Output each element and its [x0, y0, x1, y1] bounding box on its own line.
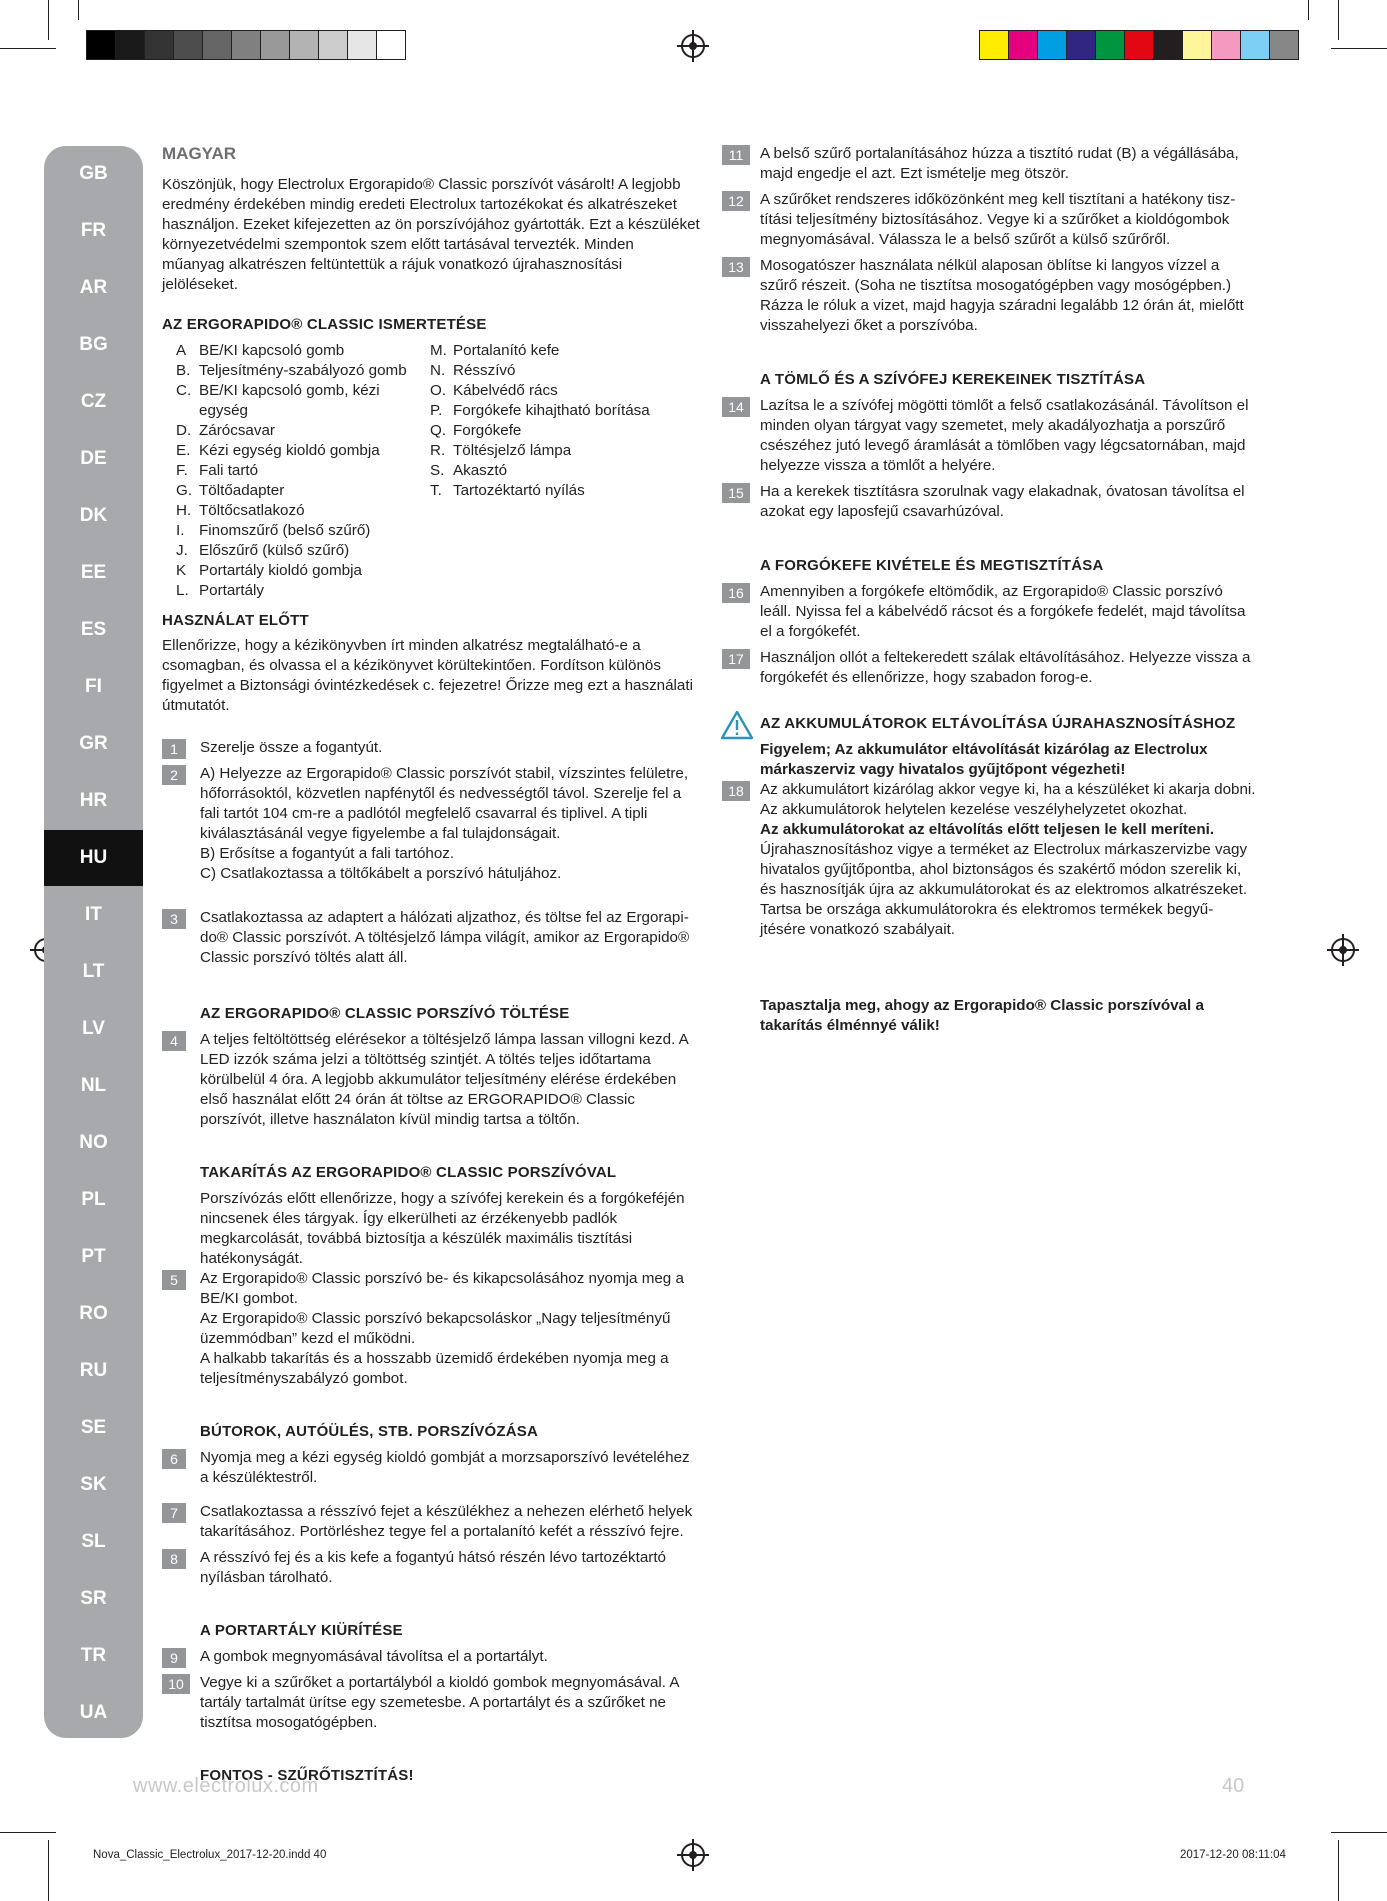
page-title: MAGYAR — [162, 144, 236, 163]
legend-text: Zárócsavar — [199, 422, 275, 439]
legend-letter: S. — [430, 462, 445, 479]
step-10 — [162, 1673, 700, 1733]
color-swatch — [1270, 31, 1298, 59]
step-number: 17 — [722, 649, 750, 669]
step-text: Ha a kerekek tisztításra szorulnak vagy elakadnak, óvatosan távolítsa el azokat egy laposfejű csavarhúzóval. — [760, 483, 1245, 520]
legend-item — [176, 421, 430, 441]
registration-mark-icon — [1331, 938, 1355, 962]
color-swatch — [1009, 31, 1038, 59]
warning-icon — [720, 710, 754, 740]
step-number: 15 — [722, 483, 750, 503]
legend-text: Töltőadapter — [199, 482, 285, 499]
intro-paragraph: Köszönjük, hogy Electrolux Ergorapido® Classic porszívót vásárolt! A legjobb eredmény érdekében mindig eredeti Electrolux tartozékokat és alkatrészeket használjon. Ezeket kifejezetten az ön porszívójához gyártották. Ezt a készüléket környezetvédelmi szempontok szem előtt tartásával tervezték. Minden műanyag alkatrészen feltüntettük a rájuk vonatkozó újrahasznosítási jelöléseket. — [162, 176, 700, 293]
language-tab-hu[interactable]: HU — [44, 830, 143, 886]
language-tab-es[interactable]: ES — [80, 619, 107, 640]
gray-swatch — [261, 31, 290, 59]
step-12 — [722, 190, 1258, 250]
step-number: 13 — [722, 257, 750, 277]
language-tab-fi[interactable]: FI — [85, 676, 102, 697]
legend-letter: F. — [176, 462, 188, 479]
legend-item — [176, 481, 430, 501]
crop-mark — [0, 48, 56, 49]
step-5 — [162, 1269, 700, 1389]
slug-filename: Nova_Classic_Electrolux_2017-12-20.indd 40 — [93, 1849, 327, 1861]
legend-text: Fali tartó — [199, 462, 259, 479]
legend-text: Kábelvédő rács — [453, 382, 558, 399]
legend-text: Portartály — [199, 582, 264, 599]
language-tab-cz[interactable]: CZ — [80, 391, 107, 412]
battery-warning: Figyelem; Az akkumulátor eltávolítását kizárólag az Electrolux márkaszerviz vagy hivatalos gyűjtőpont végezheti! — [760, 741, 1208, 778]
step-number: 7 — [162, 1503, 186, 1523]
crop-mark — [1331, 1832, 1387, 1833]
cleaning-intro: Porszívózás előtt ellenőrizze, hogy a szívófej kerekein és a forgókeféjén nincsenek éles tárgyak. Így elkerülheti az érzékenyebb padlók megkarcolását, továbbá biztosítja a készülék maximális tisztítási hatékonyságát. — [200, 1190, 685, 1267]
legend-letter: R. — [430, 442, 446, 459]
step-number: 8 — [162, 1549, 186, 1569]
step-16 — [722, 582, 1258, 642]
filter-cleaning-heading: FONTOS - SZŰRŐTISZTÍTÁS! — [200, 1767, 414, 1784]
legend-letter: Q. — [430, 422, 447, 439]
step-15 — [722, 482, 1258, 522]
gray-swatch — [116, 31, 145, 59]
step-number: 6 — [162, 1449, 186, 1469]
legend-letter: B. — [176, 362, 191, 379]
parts-legend-right — [430, 341, 670, 601]
legend-letter: C. — [176, 382, 192, 399]
step-14 — [722, 396, 1258, 476]
step-number: 4 — [162, 1031, 186, 1051]
legend-letter: O. — [430, 382, 447, 399]
step-number: 16 — [722, 583, 750, 603]
legend-letter: L. — [176, 582, 189, 599]
legend-text: Forgókefe — [453, 422, 522, 439]
legend-item — [430, 341, 670, 361]
step-text: Csatlakoztassa a résszívó fejet a készülékhez a nehezen elérhető helyek takarításához. Portörléshez tegye fel a portalanító kefét a résszívó fejre. — [200, 1503, 693, 1540]
language-tab-pl[interactable]: PL — [81, 1189, 106, 1210]
step-text: Amennyiben a forgókefe eltömődik, az Ergorapido® Classic porszívó leáll. Nyissa fel a kábelvédő rácsot és a forgókefe fedelét, majd távolítsa el a forgókefét. — [760, 583, 1246, 640]
legend-text: Töltőcsatlakozó — [199, 502, 305, 519]
step-text: A szűrőket rendszeres időközönként meg kell tisztítani a hatékony tisz-títási teljesítmény biztosításához. Vegye ki a szűrőket a kioldógombok megnyomásával. Válassza le a belső szűrőt a külső szűrőről. — [760, 191, 1236, 248]
legend-letter: D. — [176, 422, 192, 439]
color-swatch — [1183, 31, 1212, 59]
legend-item — [430, 481, 670, 501]
step-1 — [162, 738, 700, 758]
parts-legend-left — [176, 341, 430, 601]
legend-text: Résszívó — [453, 362, 516, 379]
step-text: Az Ergorapido® Classic porszívó be- és kikapcsolásához nyomja meg a BE/KI gombot. — [200, 1270, 684, 1307]
crop-mark — [1338, 1840, 1339, 1901]
step-13 — [722, 256, 1258, 336]
gray-swatch — [232, 31, 261, 59]
language-tab-ru[interactable]: RU — [79, 1360, 108, 1381]
registration-mark-icon — [681, 34, 705, 58]
parts-legend — [162, 341, 700, 601]
color-swatch — [1125, 31, 1154, 59]
language-tab-no[interactable]: NO — [79, 1132, 108, 1153]
language-tab-hr[interactable]: HR — [79, 790, 108, 811]
step-9 — [162, 1647, 700, 1667]
step-7 — [162, 1502, 700, 1542]
legend-item — [430, 361, 670, 381]
gray-swatch — [319, 31, 348, 59]
color-swatch — [1096, 31, 1125, 59]
step-text: A teljes feltöltöttség elérésekor a töltésjelző lámpa lassan villogni kezd. A LED izzók száma jelzi a töltöttség szintjét. A töltés teljes időtartama körülbelül 4 óra. A legjobb akkumulátor teljesítmény elérése érdekében első használat előtt 24 órán át töltse az ERGORAPIDO® Classic porszívót, illetve használaton kívül mindig tartsa a töltőn. — [200, 1031, 688, 1128]
language-tab-lt[interactable]: LT — [82, 961, 105, 982]
step-number: 18 — [722, 781, 750, 801]
legend-item — [176, 521, 430, 541]
step-text: A belső szűrő portalanításához húzza a tisztító rudat (B) a végállásába, majd engedje el azt. Ezt ismételje meg ötször. — [760, 145, 1239, 182]
legend-item — [430, 421, 670, 441]
color-swatch — [1038, 31, 1067, 59]
wheels-heading: A TÖMLŐ ÉS A SZÍVÓFEJ KEREKEINEK TISZTÍTÁSA — [760, 371, 1146, 388]
step-text: Az akkumulátort kizárólag akkor vegye ki, ha a készüléket ki akarja dobni. Az akkumulátorok helytelen kezelése veszélyhelyzetet okozhat. — [760, 781, 1256, 818]
charging-heading: AZ ERGORAPIDO® CLASSIC PORSZÍVÓ TÖLTÉSE — [200, 1005, 570, 1022]
language-tab-de[interactable]: DE — [80, 448, 107, 469]
gray-swatch — [174, 31, 203, 59]
step-text: C) Csatlakoztassa a töltőkábelt a porszívó hátuljához. — [200, 865, 562, 882]
crop-mark — [1308, 0, 1309, 20]
legend-letter: H. — [176, 502, 192, 519]
language-tab-ar[interactable]: AR — [79, 277, 108, 298]
step-number: 5 — [162, 1270, 186, 1290]
legend-letter: K — [176, 562, 187, 579]
legend-letter: M. — [430, 342, 447, 359]
language-tab-gb[interactable]: GB — [79, 163, 108, 184]
language-tab-lv[interactable]: LV — [82, 1018, 105, 1039]
grayscale-color-bar — [86, 30, 406, 60]
legend-text: Portalanító kefe — [453, 342, 560, 359]
page-number: 40 — [1222, 1775, 1245, 1797]
registration-mark-icon — [681, 1843, 705, 1867]
language-tab-sl[interactable]: SL — [81, 1531, 106, 1552]
gray-swatch — [377, 31, 405, 59]
legend-item — [176, 501, 430, 521]
crop-mark — [78, 0, 79, 20]
crop-mark — [1331, 48, 1387, 49]
legend-item — [176, 341, 430, 361]
step-text: A résszívó fej és a kis kefe a fogantyú hátsó részén lévo tartozéktartó nyílásban tárolható. — [200, 1549, 666, 1586]
color-swatch — [1212, 31, 1241, 59]
step-text: Lazítsa le a szívófej mögötti tömlőt a felső csatlakozásánál. Távolítson el minden olyan tárgyat vagy szemetet, mely akadályozhatja a porszűrő csészéhez jutó levegő áramlását a tömlőben vagy légcsatornában, majd helyezze vissza a tömlőt a helyére. — [760, 397, 1249, 474]
step-text: A gombok megnyomásával távolítsa el a portartályt. — [200, 1648, 548, 1665]
brush-heading: A FORGÓKEFE KIVÉTELE ÉS MEGTISZTÍTÁSA — [760, 557, 1104, 574]
legend-letter: T. — [430, 482, 442, 499]
language-tab-ro[interactable]: RO — [79, 1303, 108, 1324]
legend-letter: E. — [176, 442, 191, 459]
legend-text: Akasztó — [453, 462, 508, 479]
step-number: 14 — [722, 397, 750, 417]
crop-mark — [48, 0, 49, 40]
step-17 — [722, 648, 1258, 688]
step-text-bold: Az akkumulátorokat az eltávolítás előtt teljesen le kell meríteni. — [760, 821, 1215, 838]
gray-swatch — [87, 31, 116, 59]
legend-text: BE/KI kapcsoló gomb — [199, 342, 345, 359]
language-tab-se[interactable]: SE — [80, 1417, 107, 1438]
step-number: 9 — [162, 1648, 186, 1668]
step-number: 1 — [162, 739, 186, 759]
legend-text: Finomszűrő (belső szűrő) — [199, 522, 371, 539]
empty-container-heading: A PORTARTÁLY KIÜRÍTÉSE — [200, 1622, 403, 1639]
gray-swatch — [145, 31, 174, 59]
process-color-bar — [979, 30, 1299, 60]
legend-text: Teljesítmény-szabályozó gomb — [199, 362, 407, 379]
language-tab-it[interactable]: IT — [85, 904, 102, 925]
language-tab-sr[interactable]: SR — [80, 1588, 107, 1609]
step-4 — [162, 1030, 700, 1130]
legend-item — [176, 441, 430, 461]
step-number: 12 — [722, 191, 750, 211]
step-number: 2 — [162, 765, 186, 785]
step-text: Az Ergorapido® Classic porszívó bekapcsoláskor „Nagy teljesítményű üzemmódban” kezd el működni. — [200, 1310, 671, 1347]
right-column — [722, 144, 1258, 1036]
legend-text: Portartály kioldó gombja — [199, 562, 362, 579]
step-text: Mosogatószer használata nélkül alaposan öblítse ki langyos vízzel a szűrő részeit. (Soha ne tisztítsa mosogatógépben vagy mosógépben.) Rázza le róluk a vizet, majd hagyja száradni legalább 12 órán át, mielőtt visszahelyezi őket a porszívóba. — [760, 257, 1244, 334]
step-text: Újrahasznosításhoz vigye a terméket az Electrolux márkaszervizbe vagy hivatalos gyűjtőpontba, ahol biztonságos és szakértő módon szerelik ki, és hasznosítják újra az akkumulátorokat és az elektromos alkatrészeket. Tartsa be országa akkumulátorokra és elektromos termékek begyű-jtésére vonatkozó szabályait. — [760, 841, 1248, 938]
color-swatch — [1154, 31, 1183, 59]
step-18 — [722, 780, 1258, 940]
language-tab-ua[interactable]: UA — [79, 1702, 108, 1723]
step-11 — [722, 144, 1258, 184]
color-swatch — [1241, 31, 1270, 59]
color-swatch — [980, 31, 1009, 59]
step-number: 3 — [162, 909, 186, 929]
step-3 — [162, 908, 700, 968]
legend-letter: P. — [430, 402, 443, 419]
legend-text: Forgókefe kihajtható borítása — [453, 402, 650, 419]
before-use-heading: HASZNÁLAT ELŐTT — [162, 612, 309, 629]
language-tab-pt[interactable]: PT — [81, 1246, 106, 1267]
legend-letter: G. — [176, 482, 193, 499]
color-swatch — [1067, 31, 1096, 59]
legend-text: BE/KI kapcsoló gomb, kézi egység — [199, 382, 380, 419]
legend-letter: N. — [430, 362, 446, 379]
legend-item — [430, 401, 670, 421]
slug-timestamp: 2017-12-20 08:11:04 — [1180, 1849, 1286, 1861]
language-tab-dk[interactable]: DK — [79, 505, 108, 526]
closing-statement: Tapasztalja meg, ahogy az Ergorapido® Classic porszívóval a takarítás élménnyé válik! — [760, 997, 1204, 1034]
step-text: A) Helyezze az Ergorapido® Classic porszívót stabil, vízszintes felületre, hőforrásoktól, közvetlen napfénytől és nedvességtől távol. Szerelje fel a fali tartót 104 cm-re a padlótól megfelelő csavarral és tiplivel. A tipli kiválasztásánál vegye figyelembe a fal tulajdonságait. — [200, 765, 689, 842]
language-tab-bg[interactable]: BG — [79, 334, 108, 355]
legend-letter: J. — [176, 542, 188, 559]
legend-item — [430, 441, 670, 461]
crop-mark — [0, 1832, 56, 1833]
legend-item — [176, 381, 430, 421]
legend-item — [430, 461, 670, 481]
legend-item — [430, 381, 670, 401]
furniture-heading: BÚTOROK, AUTÓÜLÉS, STB. PORSZÍVÓZÁSA — [200, 1423, 539, 1440]
step-number: 11 — [722, 145, 750, 165]
left-column — [162, 144, 700, 1786]
language-tab-fr[interactable]: FR — [80, 220, 107, 241]
legend-item — [176, 361, 430, 381]
step-text: Csatlakoztassa az adaptert a hálózati aljzathoz, és töltse fel az Ergorapi-do® Classic porszívót. A töltésjelző lámpa világít, amikor az Ergorapido® Classic porszívó töltés alatt áll. — [200, 909, 690, 966]
legend-item — [176, 581, 430, 601]
language-tab-gr[interactable]: GR — [79, 733, 108, 754]
crop-mark — [1338, 0, 1339, 40]
gray-swatch — [203, 31, 232, 59]
step-8 — [162, 1548, 700, 1588]
language-tab-ee[interactable]: EE — [80, 562, 107, 583]
step-text: Vegye ki a szűrőket a portartályból a kioldó gombok megnyomásával. A tartály tartalmát ürítse egy szemetesbe. A portartályt és a szűrőket ne tisztítsa mosogatógépben. — [200, 1674, 679, 1731]
legend-letter: A — [176, 342, 187, 359]
description-heading: AZ ERGORAPIDO® CLASSIC ISMERTETÉSE — [162, 316, 487, 333]
step-2 — [162, 764, 700, 884]
legend-item — [176, 461, 430, 481]
language-tab-nl[interactable]: NL — [80, 1075, 107, 1096]
gray-swatch — [348, 31, 377, 59]
step-text: Nyomja meg a kézi egység kioldó gombját a morzsaporszívó levételéhez a készüléktestről. — [200, 1449, 690, 1486]
step-6 — [162, 1448, 700, 1488]
step-number: 10 — [162, 1674, 190, 1694]
footer-website: www.electrolux.com — [133, 1775, 319, 1797]
legend-item — [176, 561, 430, 581]
before-use-paragraph: Ellenőrizze, hogy a kézikönyvben írt minden alkatrész megtalálható-e a csomagban, és olvassa el a kézikönyvet körültekintően. Fordítson különös figyelmet a Biztonsági óvintézkedések c. fejezetre! Őrizze meg ezt a használati útmutatót. — [162, 637, 693, 714]
language-tab-tr[interactable]: TR — [80, 1645, 107, 1666]
legend-text: Előszűrő (külső szűrő) — [199, 542, 350, 559]
step-text: A halkabb takarítás és a hosszabb üzemidő érdekében nyomja meg a teljesítményszabályzó gombot. — [200, 1350, 669, 1387]
battery-section — [722, 714, 1258, 780]
battery-heading: AZ AKKUMULÁTOROK ELTÁVOLÍTÁSA ÚJRAHASZNOSÍTÁSHOZ — [760, 715, 1236, 732]
legend-text: Tartozéktartó nyílás — [453, 482, 585, 499]
step-text: Használjon ollót a feltekeredett szálak eltávolításához. Helyezze vissza a forgókefét és ellenőrizze, hogy szabadon forog-e. — [760, 649, 1251, 686]
language-tab-sk[interactable]: SK — [80, 1474, 107, 1495]
step-text: B) Erősítse a fogantyút a fali tartóhoz. — [200, 845, 455, 862]
legend-letter: I. — [176, 522, 185, 539]
legend-text: Töltésjelző lámpa — [453, 442, 572, 459]
gray-swatch — [290, 31, 319, 59]
cleaning-heading: TAKARÍTÁS AZ ERGORAPIDO® CLASSIC PORSZÍVÓVAL — [200, 1164, 617, 1181]
crop-mark — [48, 1840, 49, 1901]
legend-text: Kézi egység kioldó gombja — [199, 442, 380, 459]
step-text: Szerelje össze a fogantyút. — [200, 739, 383, 756]
legend-item — [176, 541, 430, 561]
